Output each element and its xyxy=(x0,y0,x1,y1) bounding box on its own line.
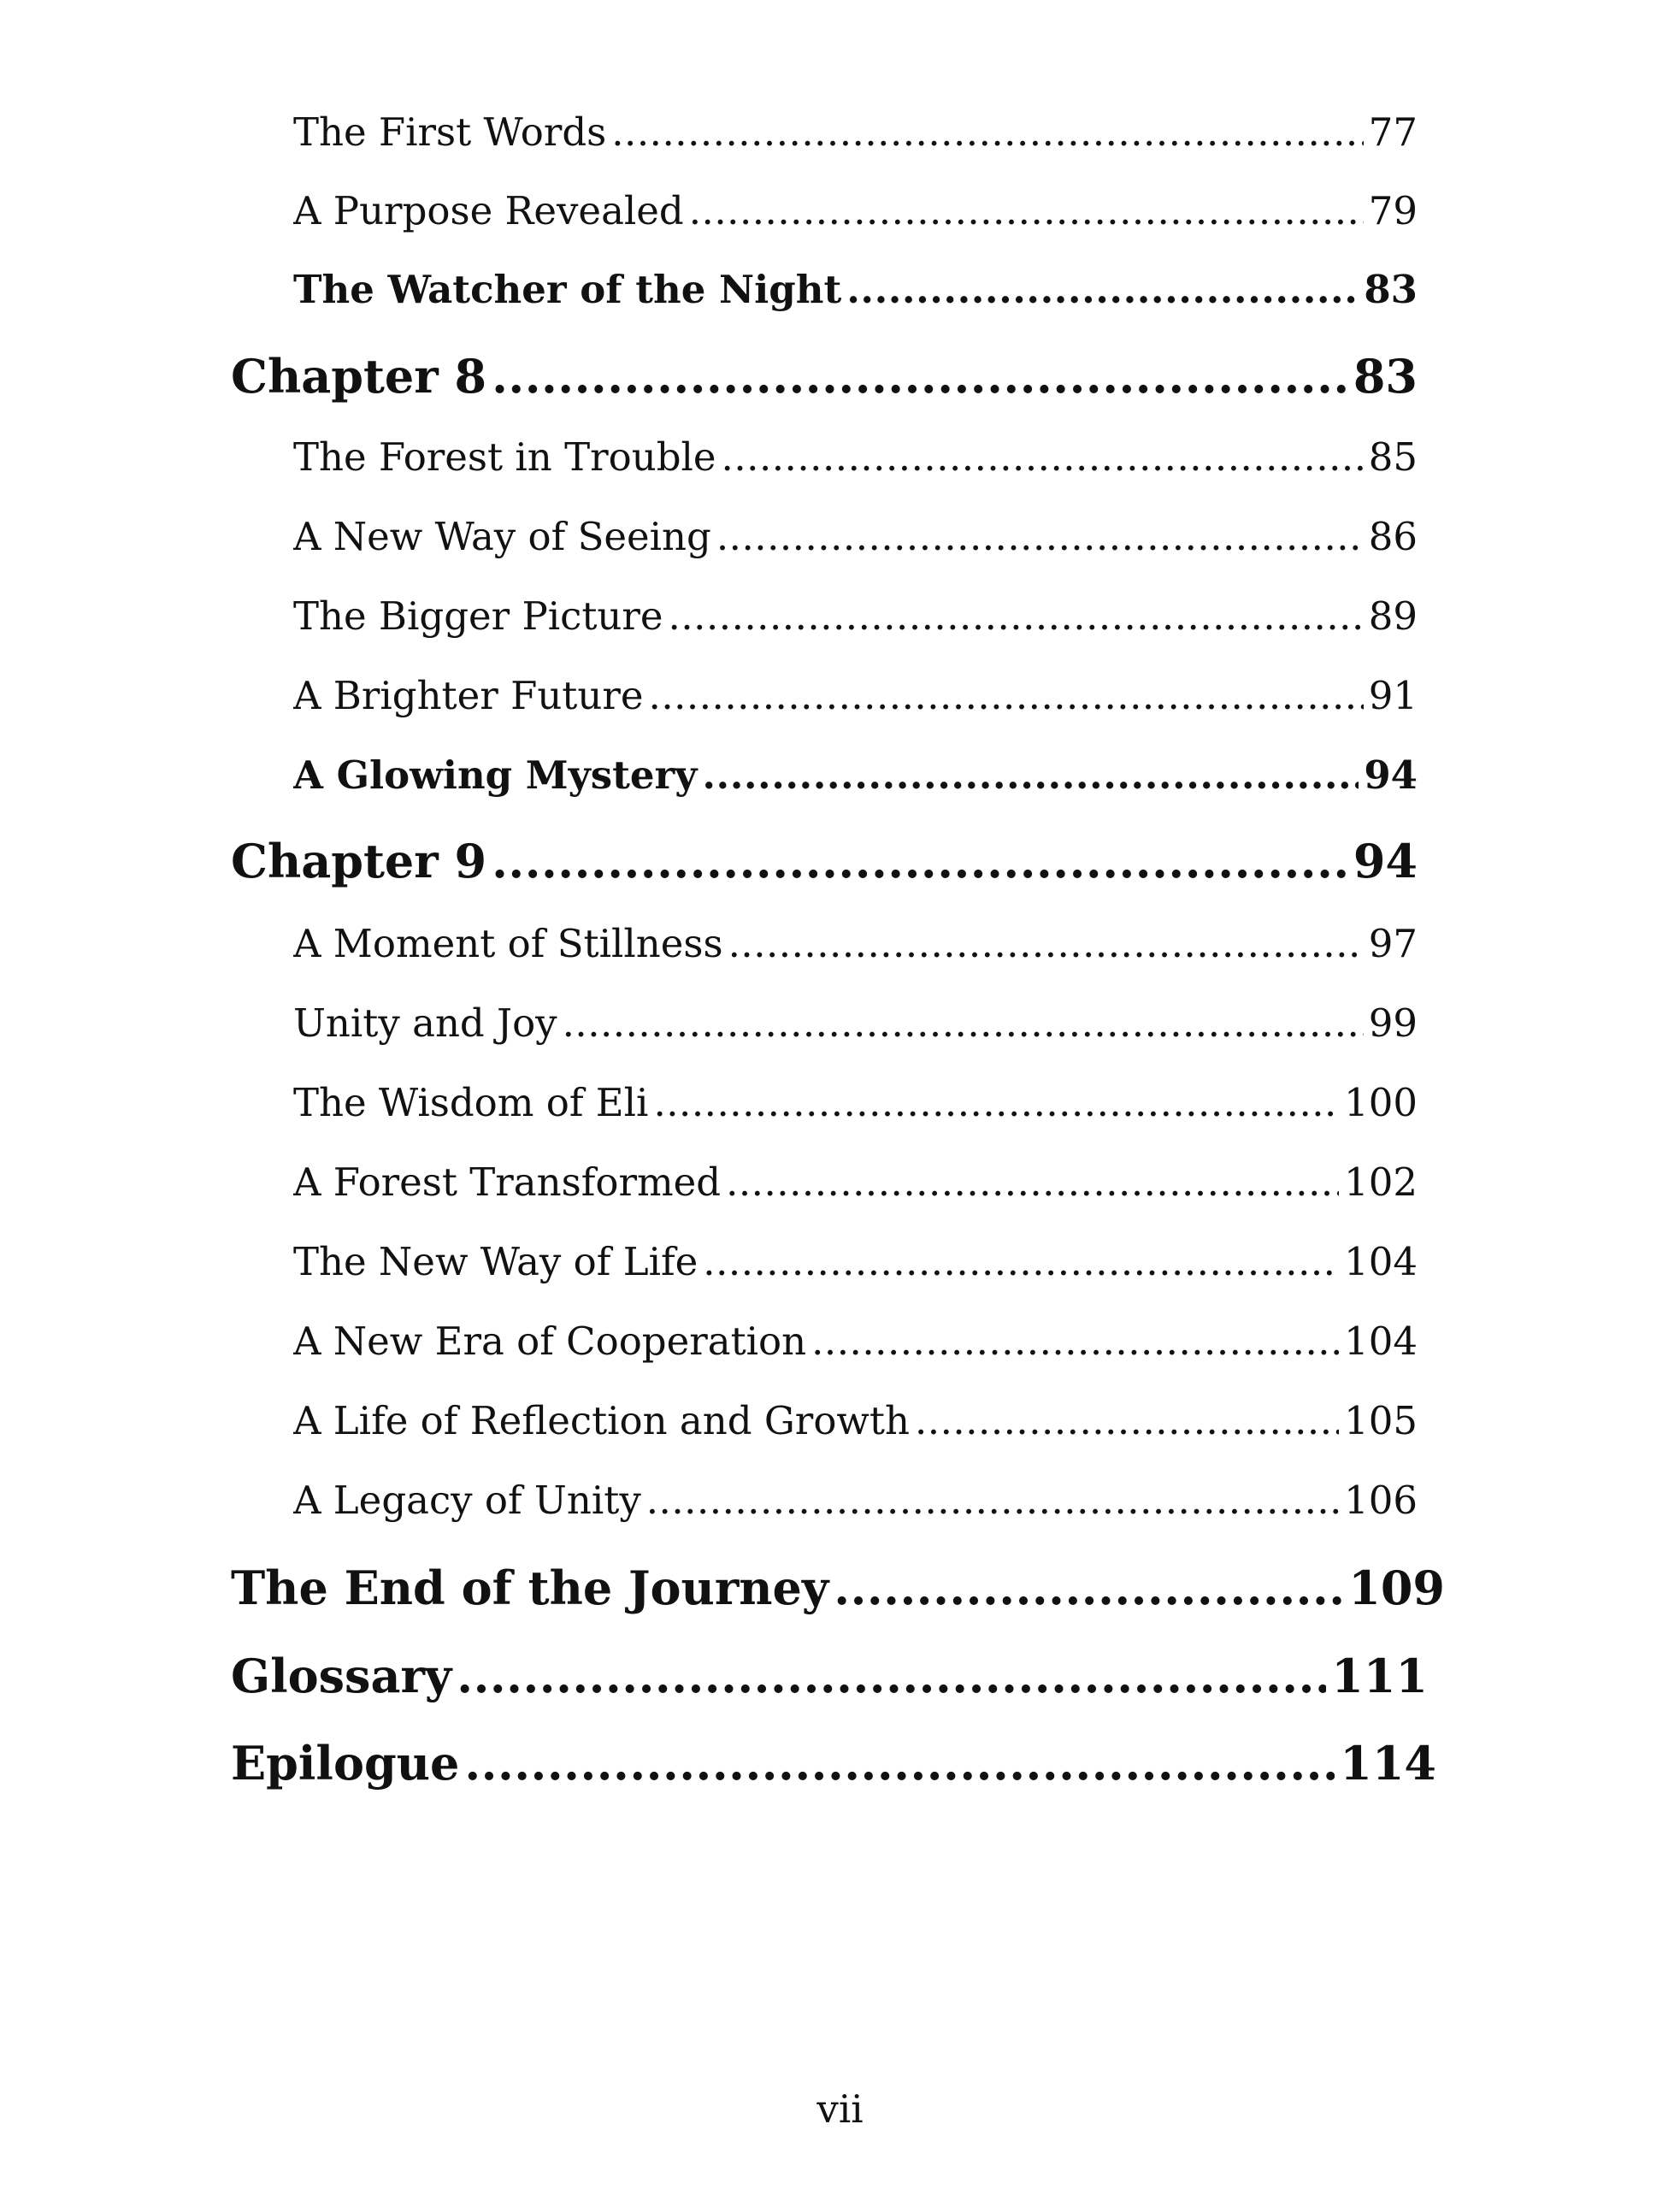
toc-entry-page: 91 xyxy=(1368,673,1418,718)
toc-entry-a-forest-transformed[interactable] xyxy=(293,1159,1418,1205)
toc-entry-page: 102 xyxy=(1344,1159,1418,1205)
toc-entry-chapter-9[interactable] xyxy=(231,834,1418,888)
toc-entry-the-bigger-picture[interactable] xyxy=(293,593,1418,639)
toc-entry-page: 77 xyxy=(1368,109,1418,155)
toc-entry-page: 99 xyxy=(1368,1000,1418,1046)
toc-entry-the-wisdom-of-eli[interactable] xyxy=(293,1080,1418,1125)
dot-leader xyxy=(915,1398,1339,1443)
toc-entry-title: A Brighter Future xyxy=(293,673,644,718)
toc-entry-page: 104 xyxy=(1344,1319,1418,1364)
toc-entry-title: The New Way of Life xyxy=(293,1239,699,1284)
toc-entry-the-new-way-of-life[interactable] xyxy=(293,1239,1418,1284)
dot-leader xyxy=(457,1649,1326,1703)
toc-entry-unity-and-joy[interactable] xyxy=(293,1000,1418,1046)
dot-leader xyxy=(722,434,1364,480)
toc-entry-page: 105 xyxy=(1344,1398,1418,1443)
dot-leader xyxy=(703,1239,1339,1284)
toc-entry-title: The Bigger Picture xyxy=(293,593,663,639)
dot-leader xyxy=(726,1159,1339,1205)
toc-entry-page: 83 xyxy=(1353,349,1418,404)
dot-leader xyxy=(728,921,1364,966)
toc-entry-title: A Forest Transformed xyxy=(293,1159,722,1205)
toc-entry-epilogue[interactable] xyxy=(231,1736,1436,1791)
toc-entry-a-new-way-of-seeing[interactable] xyxy=(293,514,1418,559)
toc-entry-page: 94 xyxy=(1353,834,1418,888)
toc-entry-page: 94 xyxy=(1364,752,1418,798)
toc-entry-title: Epilogue xyxy=(231,1736,460,1791)
toc-entry-title: Chapter 8 xyxy=(231,349,487,404)
toc-entry-title: A Life of Reflection and Growth xyxy=(293,1398,910,1443)
toc-entry-a-brighter-future[interactable] xyxy=(293,673,1418,718)
dot-leader xyxy=(716,514,1364,559)
toc-entry-page: 109 xyxy=(1348,1561,1445,1615)
dot-leader xyxy=(646,1478,1339,1523)
toc-entry-a-moment-of-stillness[interactable] xyxy=(293,921,1418,966)
toc-entry-title: Glossary xyxy=(231,1649,452,1703)
toc-entry-page: 100 xyxy=(1344,1080,1418,1125)
toc-entry-the-first-words[interactable] xyxy=(293,109,1418,155)
toc-entry-glossary[interactable] xyxy=(231,1649,1428,1703)
dot-leader xyxy=(811,1319,1339,1364)
toc-entry-page: 104 xyxy=(1344,1239,1418,1284)
toc-entry-the-watcher-of-the-night[interactable] xyxy=(293,267,1418,312)
dot-leader xyxy=(492,349,1348,404)
toc-entry-the-forest-in-trouble[interactable] xyxy=(293,434,1418,480)
toc-entry-title: The Watcher of the Night xyxy=(293,267,842,312)
toc-entry-page: 106 xyxy=(1344,1478,1418,1523)
dot-leader xyxy=(649,673,1364,718)
toc-entry-title: A Legacy of Unity xyxy=(293,1478,641,1523)
toc-entry-title: A Moment of Stillness xyxy=(293,921,723,966)
page-number: vii xyxy=(816,2086,864,2132)
toc-entry-a-life-of-reflection-and-growth[interactable] xyxy=(293,1398,1418,1443)
toc-entry-title: A Glowing Mystery xyxy=(293,752,698,798)
dot-leader xyxy=(834,1561,1343,1615)
toc-entry-title: Unity and Joy xyxy=(293,1000,557,1046)
toc-entry-title: A New Way of Seeing xyxy=(293,514,711,559)
toc-entry-page: 114 xyxy=(1340,1736,1436,1791)
toc-entry-title: The Forest in Trouble xyxy=(293,434,716,480)
toc-entry-title: A New Era of Cooperation xyxy=(293,1319,807,1364)
toc-entry-page: 97 xyxy=(1368,921,1418,966)
toc-entry-a-legacy-of-unity[interactable] xyxy=(293,1478,1418,1523)
dot-leader xyxy=(653,1080,1339,1125)
toc-entry-page: 89 xyxy=(1368,593,1418,639)
dot-leader xyxy=(846,267,1359,312)
toc-entry-title: A Purpose Revealed xyxy=(293,188,684,233)
toc-entry-page: 111 xyxy=(1331,1649,1428,1703)
toc-entry-chapter-8[interactable] xyxy=(231,349,1418,404)
toc-entry-title: Chapter 9 xyxy=(231,834,487,888)
toc-entry-a-glowing-mystery[interactable] xyxy=(293,752,1418,798)
toc-entry-page: 86 xyxy=(1368,514,1418,559)
toc-entry-title: The End of the Journey xyxy=(231,1561,829,1615)
toc-entry-a-purpose-revealed[interactable] xyxy=(293,188,1418,233)
dot-leader xyxy=(611,109,1363,155)
dot-leader xyxy=(563,1000,1364,1046)
toc-entry-page: 85 xyxy=(1368,434,1418,480)
dot-leader xyxy=(702,752,1359,798)
toc-entry-page: 79 xyxy=(1368,188,1418,233)
dot-leader xyxy=(492,834,1348,888)
dot-leader xyxy=(689,188,1364,233)
toc-entry-title: The Wisdom of Eli xyxy=(293,1080,649,1125)
toc-entry-page: 83 xyxy=(1364,267,1418,312)
toc-entry-a-new-era-of-cooperation[interactable] xyxy=(293,1319,1418,1364)
toc-entry-title: The First Words xyxy=(293,109,607,155)
toc-entry-the-end-of-the-journey[interactable] xyxy=(231,1561,1445,1615)
dot-leader xyxy=(669,593,1364,639)
dot-leader xyxy=(464,1736,1335,1791)
